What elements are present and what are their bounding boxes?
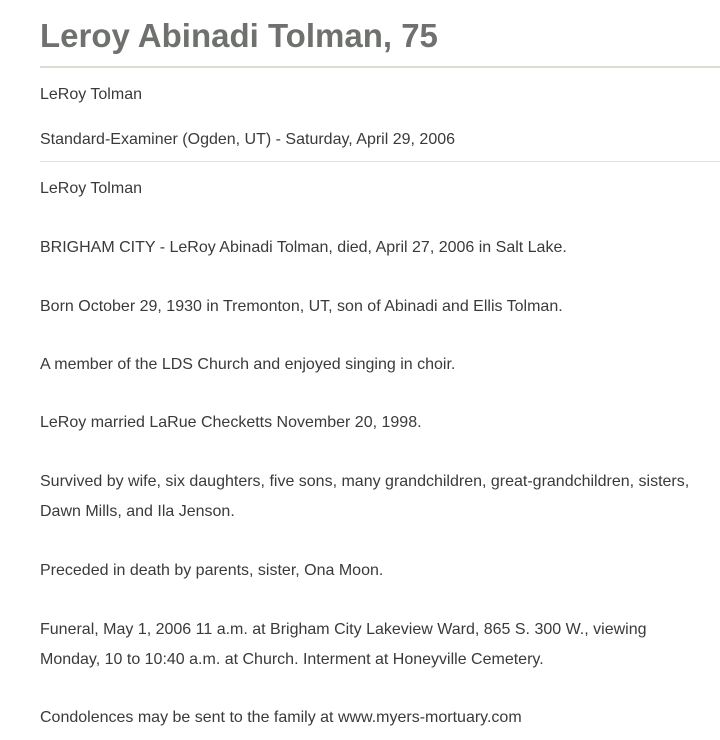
paragraph-survived: Survived by wife, six daughters, five sons, many grandchildren, great-grandchildren, sisters, Dawn Mills, and Ila Jenson.	[40, 473, 690, 520]
obituary-name: LeRoy Tolman	[40, 86, 142, 103]
paragraph-preceded: Preceded in death by parents, sister, Ona Moon.	[40, 562, 384, 579]
body-name: LeRoy Tolman	[40, 180, 142, 197]
paragraph-funeral: Funeral, May 1, 2006 11 a.m. at Brigham City Lakeview Ward, 865 S. 300 W., viewing Monday, 10 to 10:40 a.m. at Church. Interment at Honeyville Cemetery.	[40, 621, 647, 668]
obituary-source: Standard-Examiner (Ogden, UT) - Saturday, April 29, 2006	[40, 131, 456, 148]
paragraph-death: BRIGHAM CITY - LeRoy Abinadi Tolman, died, April 27, 2006 in Salt Lake.	[40, 239, 567, 256]
paragraph-birth: Born October 29, 1930 in Tremonton, UT, son of Abinadi and Ellis Tolman.	[40, 298, 563, 315]
paragraph-marriage: LeRoy married LaRue Checketts November 20, 1998.	[40, 414, 422, 431]
paragraph-condolences: Condolences may be sent to the family at www.myers-mortuary.com	[40, 709, 522, 726]
page-title: Leroy Abinadi Tolman, 75	[40, 17, 438, 54]
title-divider	[40, 66, 720, 68]
paragraph-church: A member of the LDS Church and enjoyed singing in choir.	[40, 356, 456, 373]
meta-divider	[40, 161, 720, 162]
